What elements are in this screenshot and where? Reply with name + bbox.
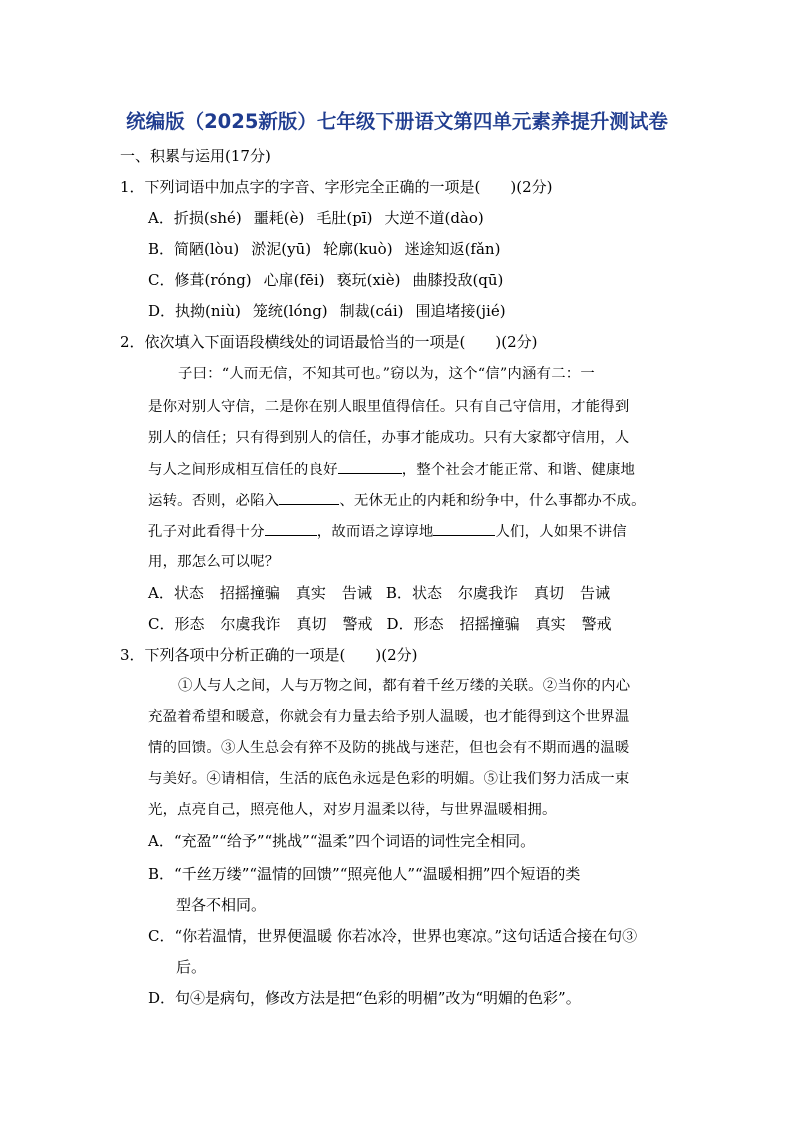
option-word: 亵玩(xiè) (336, 271, 401, 289)
option-word: 警戒 (581, 615, 612, 633)
option-word: 噩耗(è) (253, 209, 305, 227)
option-word: 状态 (173, 584, 204, 602)
q2-options-row-2 (148, 614, 612, 634)
option-word: 形态 (413, 615, 444, 633)
q1-option-a (148, 208, 484, 228)
q2-passage-line: 别人的信任；只有得到别人的信任，办事才能成功。只有大家都守信用，人 (148, 430, 630, 446)
option-word: 招摇撞骗 (219, 584, 280, 602)
option-word: 笼统(lóng) (252, 302, 328, 320)
option-letter: C． (148, 615, 175, 633)
option-letter: B． (385, 584, 412, 602)
option-word: 淤泥(yū) (251, 240, 312, 258)
option-word: 真实 (535, 615, 566, 633)
q2-passage-line (148, 521, 627, 542)
option-word: 修葺(róng) (174, 271, 252, 289)
q1-option-b (148, 239, 500, 259)
option-word: 真切 (533, 584, 564, 602)
option-word: 围追堵接(jié) (415, 302, 506, 320)
q2-options-row-1 (148, 583, 610, 603)
passage-text: ，故而语之谆谆地 (316, 524, 434, 540)
option-word: 轮廓(kuò) (323, 240, 393, 258)
option-word: 告诫 (579, 584, 610, 602)
q3-passage-line: ①人与人之间，人与万物之间，都有着千丝万缕的关联。②当你的内心 (178, 678, 631, 694)
passage-text: 人们，人如果不讲信 (495, 524, 627, 540)
option-word: 折损(shé) (173, 209, 242, 227)
q3-option-c-cont: 后。 (176, 958, 207, 976)
option-word: 迷途知返(fǎn) (404, 240, 501, 258)
q3-option-b-cont: 型各不相同。 (176, 896, 267, 914)
fill-blank-3[interactable] (265, 521, 317, 536)
question-3-stem: 3．下列各项中分析正确的一项是( )(2分) (120, 646, 418, 664)
section-heading: 一、积累与运用(17分) (120, 147, 271, 165)
option-letter: A． (148, 209, 174, 227)
option-letter: C． (148, 271, 175, 289)
q3-passage-line: 光，点亮自己，照亮他人，对岁月温柔以待，与世界温暖相拥。 (148, 802, 557, 818)
fill-blank-1[interactable] (338, 459, 402, 474)
option-word: 执拗(niù) (175, 302, 241, 320)
q2-passage-line: 子曰：“人而无信，不知其可也。”窃以为，这个“信”内涵有二：一 (178, 366, 595, 382)
passage-text: ，整个社会才能正常、和谐、健康地 (401, 462, 636, 478)
option-word: 真切 (296, 615, 327, 633)
option-word: 形态 (174, 615, 205, 633)
option-word: 尔虞我诈 (220, 615, 281, 633)
option-letter: B． (148, 240, 175, 258)
q2-passage-line (148, 459, 635, 480)
option-letter: D． (386, 615, 414, 633)
q1-option-c (148, 270, 503, 290)
q3-passage-line: 与美好。④请相信，生活的底色永远是色彩的明媚。⑤让我们努力活成一束 (148, 771, 630, 787)
question-2-stem: 2．依次填入下面语段横线处的词语最恰当的一项是( )(2分) (120, 333, 538, 351)
q2-passage-line: 用，那怎么可以呢？ (148, 554, 280, 570)
page-title: 统编版（2025新版）七年级下册语文第四单元素养提升测试卷 (126, 110, 668, 133)
fill-blank-4[interactable] (433, 521, 495, 536)
option-letter: D． (148, 302, 176, 320)
q3-passage-line: 充盈着希望和暖意，你就会有力量去给予别人温暖，也才能得到这个世界温 (148, 709, 630, 725)
option-word: 警戒 (342, 615, 373, 633)
passage-text: 与人之间形成相互信任的良好 (148, 462, 338, 478)
option-word: 曲膝投敌(qū) (412, 271, 504, 289)
option-word: 尔虞我诈 (457, 584, 518, 602)
q1-option-d (148, 301, 506, 321)
q2-passage-line (148, 490, 646, 511)
q3-passage-line: 情的回馈。③人生总会有猝不及防的挑战与迷茫，但也会有不期而遇的温暖 (148, 740, 630, 756)
passage-text: 孔子对此看得十分 (148, 524, 265, 540)
q2-passage-line: 是你对别人守信，二是你在别人眼里值得信任。只有自己守信用，才能得到 (148, 399, 630, 415)
question-1-stem: 1．下列词语中加点字的字音、字形完全正确的一项是( )(2分) (120, 178, 553, 196)
option-word: 简陋(lòu) (174, 240, 240, 258)
option-word: 毛肚(pī) (316, 209, 373, 227)
passage-text: 、无休无止的内耗和纷争中，什么事都办不成。 (339, 493, 646, 509)
option-word: 大逆不道(dào) (384, 209, 484, 227)
q3-option-b: B．“千丝万缕”“温情的回馈”“照亮他人”“温暖相拥”四个短语的类 (148, 865, 581, 883)
q3-option-c: C．“你若温情，世界便温暖 你若冰冷，世界也寒凉。”这句话适合接在句③ (148, 927, 638, 945)
option-word: 制裁(cái) (339, 302, 404, 320)
option-word: 状态 (411, 584, 442, 602)
option-word: 告诫 (341, 584, 372, 602)
passage-text: 运转。否则，必陷入 (148, 493, 280, 509)
q3-option-a: A．“充盈”“给予”“挑战”“温柔”四个词语的词性完全相同。 (148, 832, 536, 850)
q3-option-d: D．句④是病句，修改方法是把“色彩的明楣”改为“明媚的色彩”。 (148, 989, 581, 1007)
option-word: 招摇撞骗 (459, 615, 520, 633)
option-word: 心扉(fēi) (263, 271, 325, 289)
option-word: 真实 (295, 584, 326, 602)
option-letter: A． (148, 584, 174, 602)
fill-blank-2[interactable] (279, 490, 339, 505)
